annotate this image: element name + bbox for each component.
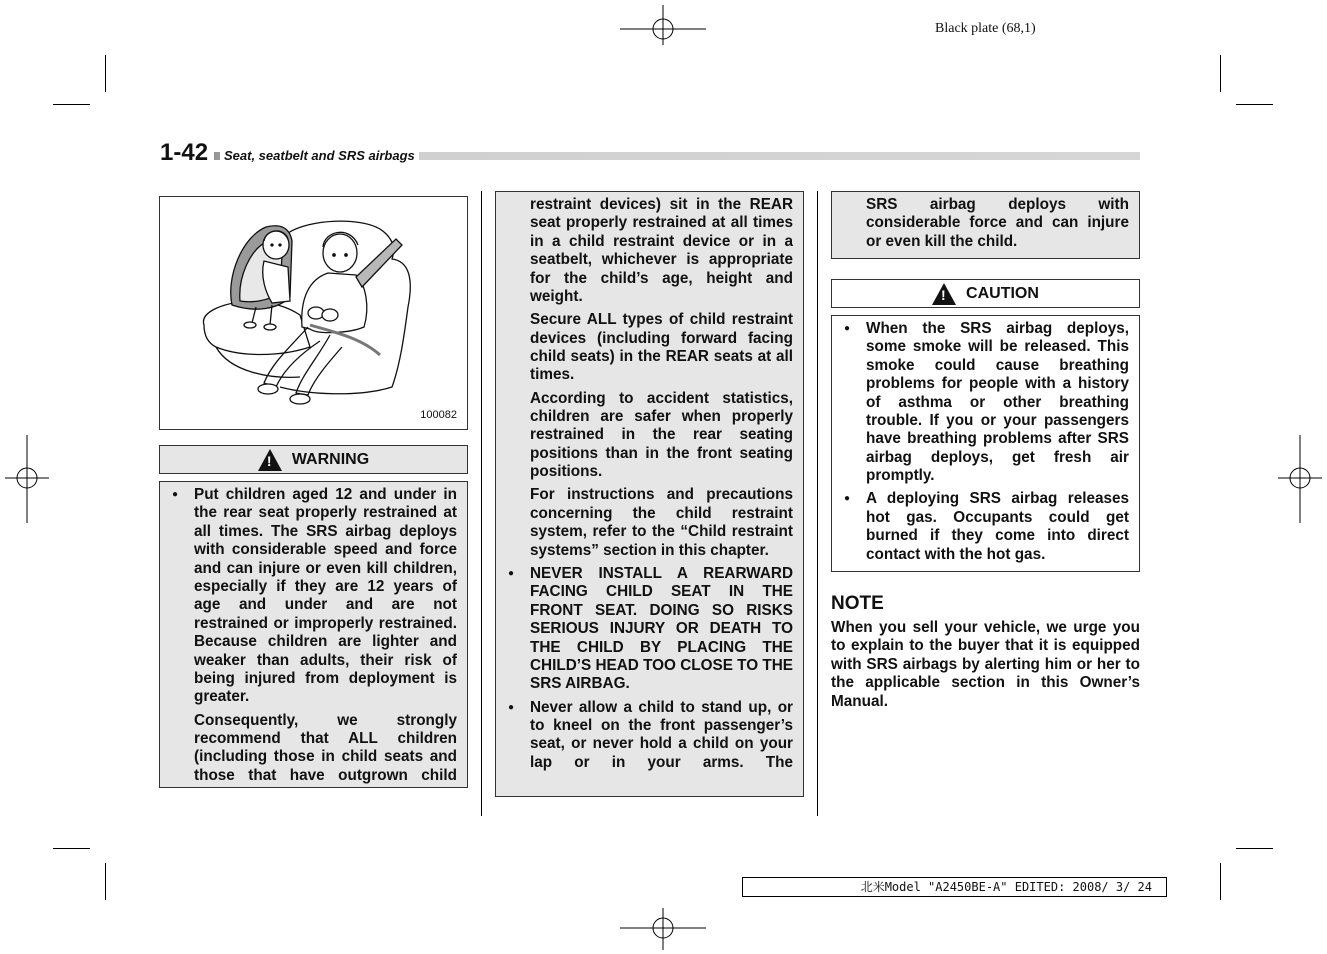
warning-para-4: According to accident statistics, children are safer when properly restrained in the rear seating positions than in the front seating positions. bbox=[530, 389, 793, 481]
caution-bullet-2: ● A deploying SRS airbag releases hot gas. Occupants could get burned if they come into direct contact with the hot gas. bbox=[842, 490, 1129, 564]
crop-mark bbox=[1220, 863, 1221, 900]
crop-mark bbox=[53, 848, 90, 849]
note-heading: NOTE bbox=[831, 593, 884, 614]
registration-mark-icon bbox=[1278, 435, 1322, 523]
column-divider bbox=[481, 191, 482, 816]
warning-bullet-3-start: ● Never allow a child to stand up, or to kneel on the front passenger’s seat, or never hold a child on your lap or in your arms. The bbox=[506, 699, 793, 773]
warning-box-part2 bbox=[495, 191, 804, 797]
warning-box-part1 bbox=[159, 481, 468, 788]
caution-bullet-1: ● When the SRS airbag deploys, some smoke will be released. This smoke could cause breathing problems for people with a history of asthma or other breathing trouble. If you or your passengers have breathing problems after SRS airbag deploys, get fresh air promptly. bbox=[842, 320, 1129, 486]
warning-para-3: Secure ALL types of child restraint devices (including forward facing child seats) in the REAR seats at all times. bbox=[530, 311, 793, 384]
warning-bullet-2: ● NEVER INSTALL A REARWARD FACING CHILD SEAT IN THE FRONT SEAT. DOING SO RISKS SERIOUS INJURY OR DEATH TO THE CHILD BY PLACING THE CHILD’S HEAD TOO CLOSE TO THE SRS AIRBAG. bbox=[506, 565, 793, 694]
warning-para-2-cont: restraint devices) sit in the REAR seat properly restrained at all times in a child restraint device or in a seatbelt, whichever is appropriate for the child’s age, height and weight. bbox=[530, 196, 793, 306]
illustration-frame bbox=[159, 196, 468, 430]
page-number: 1-42 bbox=[160, 139, 214, 167]
caution-triangle-icon: ! bbox=[932, 283, 956, 305]
footer-edit-info: 北米Model "A2450BE-A" EDITED: 2008/ 3/ 24 bbox=[742, 877, 1167, 897]
warning-box-part3 bbox=[831, 191, 1140, 259]
warning-bullet-3-cont: SRS airbag deploys with considerable force and can injure or even kill the child. bbox=[866, 196, 1129, 250]
child-seat-illustration bbox=[160, 197, 467, 429]
registration-mark-icon bbox=[620, 908, 706, 950]
crop-mark bbox=[105, 55, 106, 92]
warning-para-5: For instructions and precautions concerning the child restraint system, refer to the “Child restraint systems” section in this chapter. bbox=[530, 486, 793, 559]
caution-box bbox=[831, 315, 1140, 572]
crop-mark bbox=[1220, 55, 1221, 92]
warning-para-2-start: Consequently, we strongly recommend that ALL children (including those in child seats and those that have outgrown child bbox=[194, 711, 457, 784]
column-divider bbox=[817, 191, 818, 816]
registration-mark-icon bbox=[5, 435, 49, 523]
note-text: When you sell your vehicle, we urge you to explain to the buyer that it is equipped with SRS airbags by alerting him or her to the applicable section in this Owner’s Manual. bbox=[831, 619, 1140, 710]
crop-mark bbox=[105, 863, 106, 900]
crop-mark bbox=[1236, 848, 1273, 849]
crop-mark bbox=[53, 104, 90, 105]
warning-bullet-1: ● Put children aged 12 and under in the rear seat properly restrained at all times. The SRS airbag deploys with considerable speed and force and can injure or even kill children, especially if they are 12 years of age and under and are not restrained or improperly restrained. Because children are lighter and weaker than adults, their risk of being injured from deployment is greater. bbox=[170, 486, 457, 707]
caution-label-text: CAUTION bbox=[966, 284, 1039, 302]
warning-label bbox=[159, 445, 468, 474]
crop-mark bbox=[1236, 104, 1273, 105]
plate-label: Black plate (68,1) bbox=[935, 21, 1036, 36]
registration-mark-icon bbox=[620, 5, 706, 45]
figure-code: 100082 bbox=[420, 409, 457, 421]
section-title: Seat, seatbelt and SRS airbags bbox=[220, 148, 419, 164]
warning-label-text: WARNING bbox=[291, 450, 370, 468]
caution-label bbox=[831, 279, 1140, 308]
warning-triangle-icon: ! bbox=[258, 449, 282, 471]
